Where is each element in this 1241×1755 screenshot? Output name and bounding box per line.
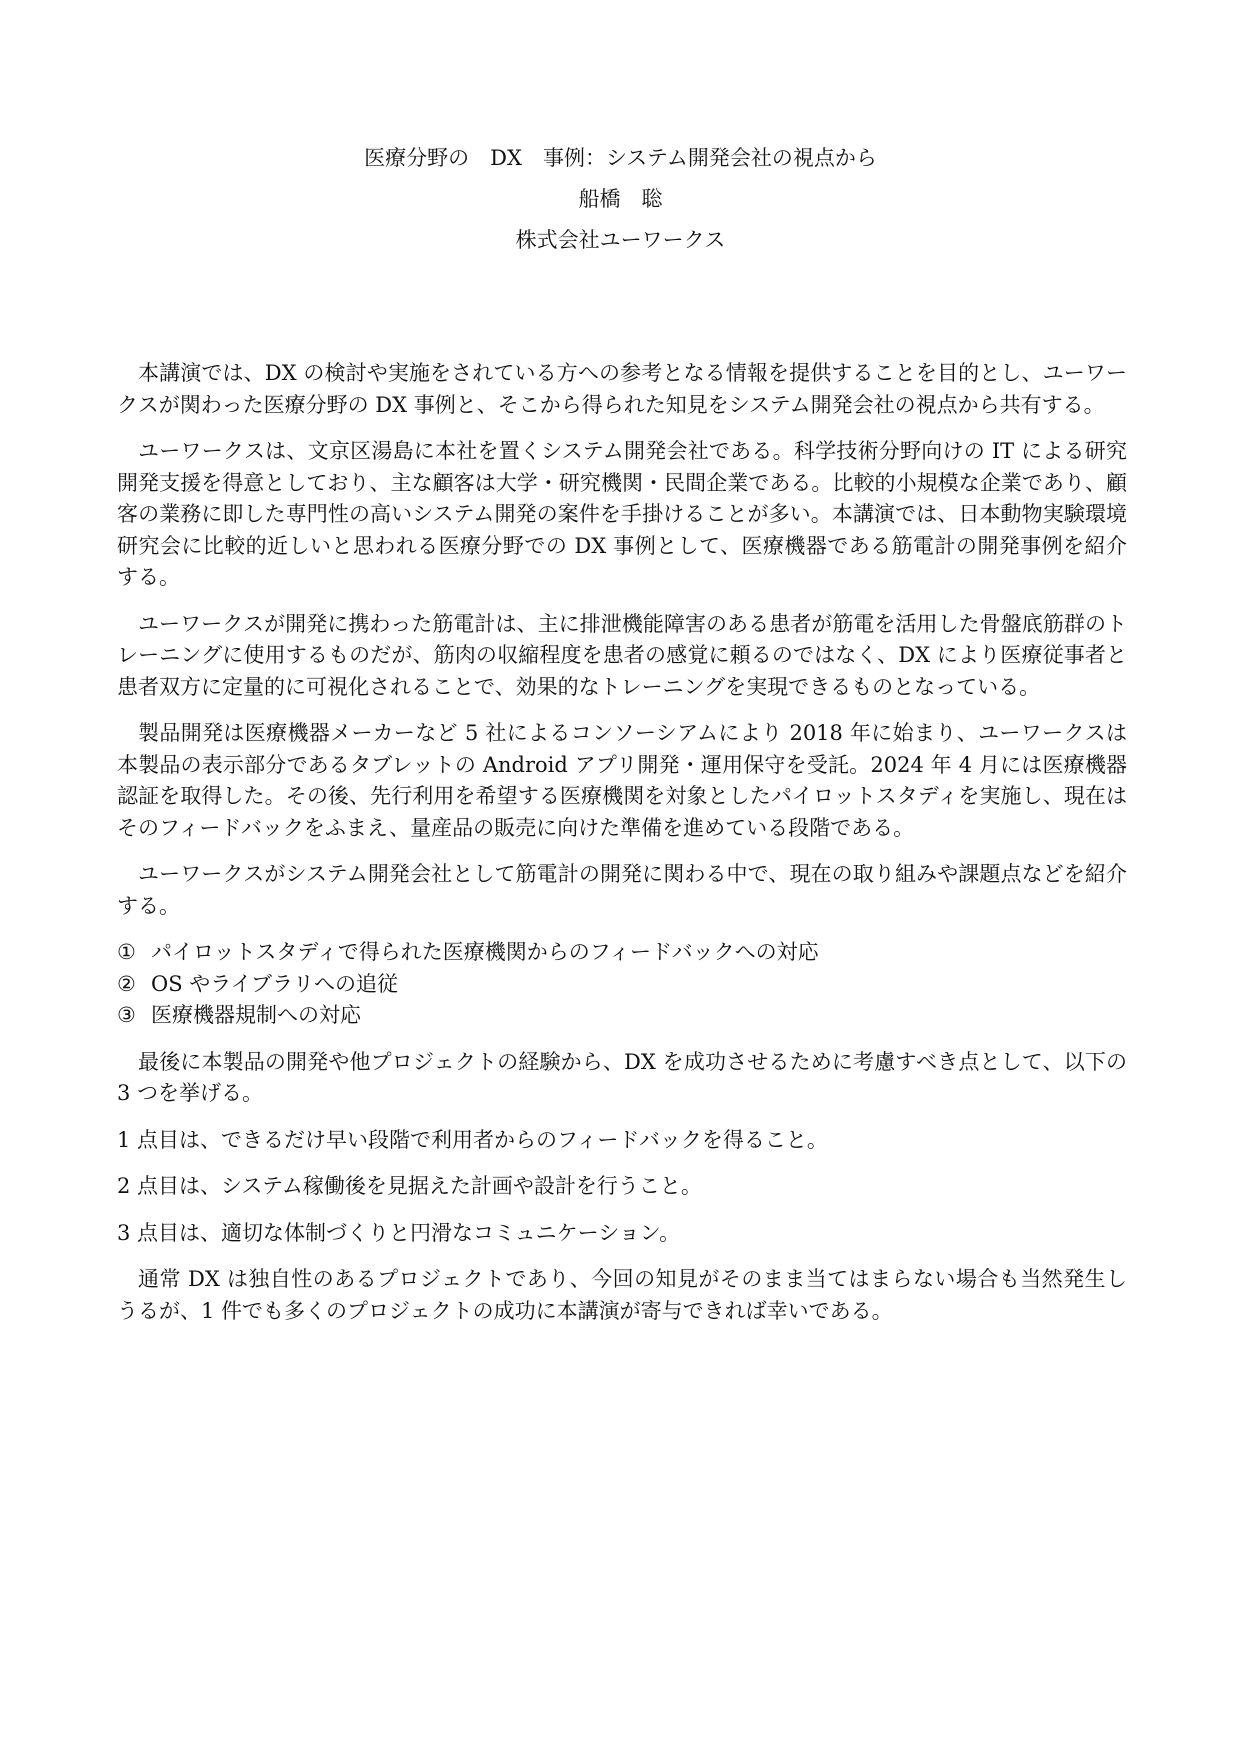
document-header xyxy=(0,146,1241,269)
paragraph-development: 製品開発は医療機器メーカーなど 5 社によるコンソーシアムにより 2018 年に始まり、ユーワークスは本製品の表示部分であるタブレットの Android アプリ開発・運用保守を受託。2024 年 4 月には医療機器認証を取得した。その後、先行利用を希望する医療機関を対象としたパイロットスタディを実施し、現在はそのフィードバックをふまえ、量産品の販売に向けた準備を進めている段階である。 xyxy=(117,721,1127,840)
point-3: 3 点目は、適切な体制づくりと円滑なコミュニケーション。 xyxy=(117,1220,681,1245)
list-marker: ③ xyxy=(117,1003,136,1027)
list-item xyxy=(117,937,1127,969)
list-marker: ② xyxy=(117,971,136,996)
list-item-text: 医療機器規制への対応 xyxy=(151,1003,361,1027)
paragraph-emg-device: ユーワークスが開発に携わった筋電計は、主に排泄機能障害のある患者が筋電を活用した骨盤底筋群のトレーニングに使用するものだが、筋肉の収縮程度を患者の感覚に頼るのではなく、DX により医療従事者と患者双方に定量的に可視化されることで、効果的なトレーニングを実現できるものとなっている。 xyxy=(117,611,1127,699)
list-item xyxy=(117,1000,1127,1032)
list-item xyxy=(117,969,1127,1001)
paragraph-intro: 本講演では、DX の検討や実施をされている方への参考となる情報を提供することを目的とし、ユーワークスが関わった医療分野の DX 事例と、そこから得られた知見をシステム開発会社の視点から共有する。 xyxy=(117,361,1127,417)
point-1: 1 点目は、できるだけ早い段階で利用者からのフィードバックを得ること。 xyxy=(117,1127,828,1152)
paragraph-company: ユーワークスは、文京区湯島に本社を置くシステム開発会社である。科学技術分野向けの IT による研究開発支援を得意としており、主な顧客は大学・研究機関・民間企業である。比較的小規模な企業であり、顧客の業務に即した専門性の高いシステム開発の案件を手掛けることが多い。本講演では、日本動物実験環境研究会に比較的近しいと思われる医療分野での DX 事例として、医療機器である筋電計の開発事例を紹介する。 xyxy=(117,439,1127,589)
document-title: 医療分野の DX 事例：システム開発会社の視点から xyxy=(364,146,877,170)
document-body xyxy=(117,358,1127,1342)
list-marker: ① xyxy=(117,940,136,964)
paragraph-topics-intro: ユーワークスがシステム開発会社として筋電計の開発に関わる中で、現在の取り組みや課題点などを紹介する。 xyxy=(117,862,1127,918)
list-item-text: パイロットスタディで得られた医療機関からのフィードバックへの対応 xyxy=(151,940,819,964)
point-2: 2 点目は、システム稼働後を見据えた計画や設計を行うこと。 xyxy=(117,1174,702,1198)
paragraph-considerations: 最後に本製品の開発や他プロジェクトの経験から、DX を成功させるために考慮すべき点として、以下の 3 つを挙げる。 xyxy=(117,1049,1127,1105)
list-item-text: OS やライブラリへの追従 xyxy=(151,971,399,996)
author-affiliation: 株式会社ユーワークス xyxy=(515,228,726,252)
topics-list xyxy=(117,937,1127,1032)
paragraph-conclusion: 通常 DX は独自性のあるプロジェクトであり、今回の知見がそのまま当てはまらない場合も当然発生しうるが、1 件でも多くのプロジェクトの成功に本講演が寄与できれば幸いである。 xyxy=(117,1267,1127,1323)
author-name: 船橋 聡 xyxy=(578,187,663,211)
